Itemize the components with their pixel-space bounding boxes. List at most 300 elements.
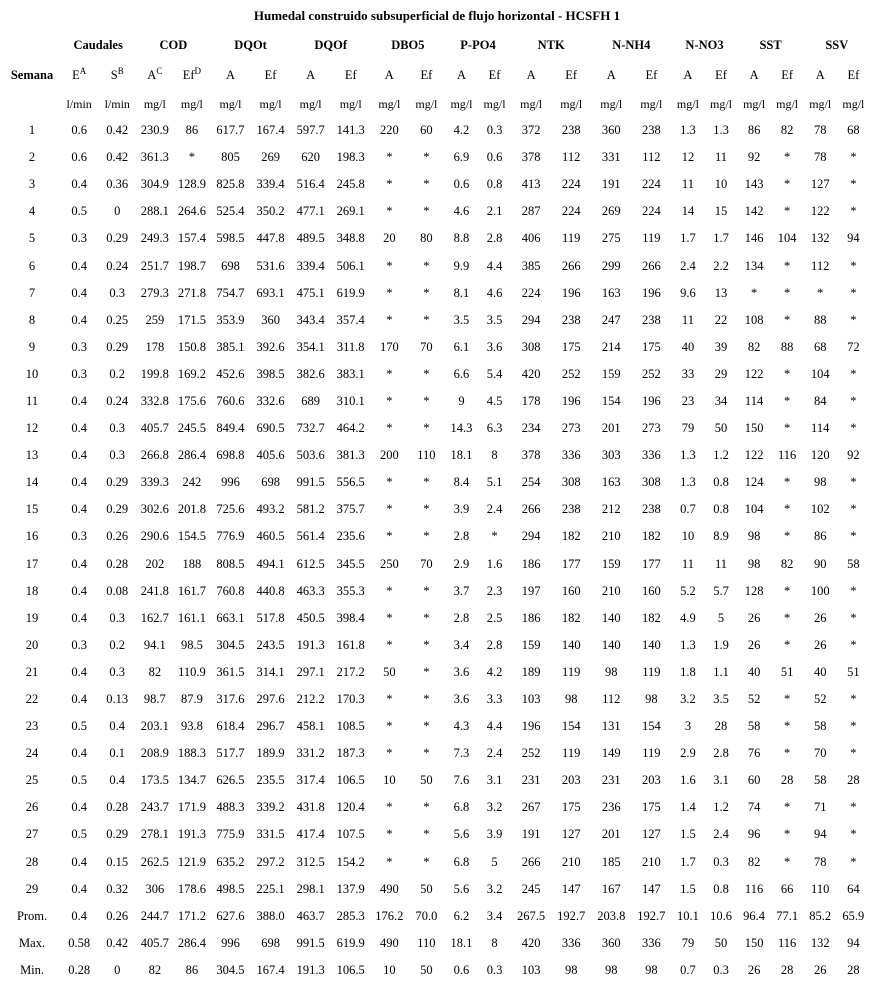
value-cell: 825.8: [216, 177, 245, 192]
value-cell: *: [784, 285, 791, 300]
value-cell: 128: [744, 583, 764, 598]
subheader-text: Ef: [488, 67, 501, 82]
value-cell: 618.4: [216, 719, 245, 734]
subheader-text: E: [72, 67, 80, 82]
value-cell: 0.4: [71, 448, 87, 463]
table-row: [4, 280, 870, 307]
value-cell: 10: [383, 773, 396, 788]
unit-cell: mg/l: [776, 96, 799, 111]
value-cell: 50: [714, 421, 728, 436]
value-cell: 210: [641, 854, 661, 869]
value-cell: 1.2: [713, 448, 729, 463]
value-cell: 1.3: [713, 123, 729, 138]
value-cell: 355.3: [336, 583, 365, 598]
value-cell: 266: [641, 258, 661, 273]
value-cell: 0.08: [106, 583, 129, 598]
value-cell: *: [386, 475, 393, 490]
value-cell: 463.3: [296, 583, 325, 598]
value-cell: 50: [420, 773, 433, 788]
table-row: [4, 117, 870, 144]
unit-cell: mg/l: [560, 96, 583, 111]
value-cell: 250: [379, 556, 399, 571]
value-cell: 26: [747, 610, 761, 625]
value-cell: 3.1: [713, 773, 729, 788]
column-subheader: [371, 59, 408, 91]
value-cell: 0.6: [71, 123, 87, 138]
value-cell: 160: [561, 583, 581, 598]
value-cell: 29: [714, 366, 728, 381]
value-cell: *: [850, 204, 857, 219]
value-cell: 7.6: [453, 773, 470, 788]
subheader-text: Ef: [847, 67, 860, 82]
value-cell: 122: [744, 448, 764, 463]
value-cell: 201.8: [177, 502, 206, 517]
value-cell: 490: [379, 935, 399, 950]
value-cell: 26: [747, 637, 761, 652]
table-row: [4, 686, 870, 713]
value-cell: *: [423, 610, 430, 625]
value-cell: 169.2: [177, 366, 206, 381]
value-cell: 262.5: [140, 854, 169, 869]
week-cell: 1: [28, 123, 36, 138]
value-cell: 698: [221, 258, 240, 273]
value-cell: 26: [813, 610, 827, 625]
value-cell: 98: [564, 962, 578, 977]
value-cell: 0.4: [71, 393, 87, 408]
value-cell: 52: [813, 692, 827, 707]
value-cell: 50: [383, 664, 396, 679]
value-cell: 176.2: [375, 908, 404, 923]
value-cell: 398.5: [256, 366, 285, 381]
value-cell: 5.6: [453, 881, 470, 896]
value-cell: 310.1: [336, 393, 365, 408]
value-cell: 5: [717, 610, 725, 625]
value-cell: 0.4: [109, 773, 126, 788]
value-cell: 98: [645, 962, 658, 977]
value-cell: 90: [813, 556, 827, 571]
value-cell: 808.5: [216, 556, 245, 571]
unit-cell: mg/l: [520, 96, 543, 111]
value-cell: *: [784, 502, 791, 517]
value-cell: 0.3: [109, 610, 126, 625]
value-cell: 336: [561, 935, 581, 950]
value-cell: 285.3: [336, 908, 365, 923]
value-cell: *: [784, 529, 791, 544]
value-cell: 477.1: [296, 204, 325, 219]
group-header: SST: [759, 38, 782, 52]
value-cell: 72: [847, 339, 860, 354]
value-cell: 159: [521, 637, 541, 652]
table-row: [4, 334, 870, 361]
value-cell: 3.2: [680, 692, 696, 707]
unit-cell: mg/l: [450, 96, 473, 111]
value-cell: 51: [780, 664, 794, 679]
value-cell: 6.8: [453, 800, 470, 815]
table-row: [4, 225, 870, 252]
week-cell: 20: [25, 637, 39, 652]
value-cell: 506.1: [336, 258, 365, 273]
value-cell: 382.6: [296, 366, 325, 381]
value-cell: 82: [780, 123, 794, 138]
value-cell: 98: [605, 664, 618, 679]
value-cell: 0.7: [680, 962, 696, 977]
value-cell: 331.5: [256, 827, 285, 842]
column-subheader: [551, 59, 591, 91]
value-cell: 122: [744, 366, 764, 381]
value-cell: *: [386, 421, 393, 436]
value-cell: 556.5: [336, 475, 365, 490]
value-cell: 94: [847, 935, 860, 950]
table-row: [4, 469, 870, 496]
value-cell: 39: [714, 339, 728, 354]
value-cell: 107.5: [336, 827, 365, 842]
value-cell: 308: [641, 475, 661, 490]
value-cell: 760.6: [216, 393, 245, 408]
week-cell: 13: [25, 448, 39, 463]
value-cell: 70: [420, 556, 433, 571]
value-cell: 0.5: [71, 773, 87, 788]
value-cell: *: [850, 529, 857, 544]
value-cell: 170.3: [336, 692, 365, 707]
value-cell: 186: [521, 556, 541, 571]
value-cell: 2.9: [680, 746, 696, 761]
subheader-text: A: [683, 67, 693, 82]
value-cell: 297.2: [256, 854, 285, 869]
value-cell: 106.5: [336, 773, 365, 788]
value-cell: 5.1: [486, 475, 503, 490]
value-cell: 0.24: [106, 258, 129, 273]
value-cell: 517.7: [216, 746, 245, 761]
value-cell: 70.0: [415, 908, 438, 923]
week-cell: 17: [25, 556, 39, 571]
value-cell: 127: [561, 827, 581, 842]
value-cell: 82: [148, 962, 162, 977]
value-cell: 177: [641, 556, 661, 571]
value-cell: 339.4: [296, 258, 325, 273]
value-cell: 2.4: [713, 827, 729, 842]
subheader-text: A: [815, 67, 825, 82]
value-cell: 98: [645, 692, 658, 707]
value-cell: 1.5: [680, 881, 696, 896]
value-cell: 203: [561, 773, 581, 788]
value-cell: 311.8: [336, 339, 365, 354]
value-cell: 1.6: [680, 773, 696, 788]
value-cell: 71: [813, 800, 827, 815]
value-cell: 375.7: [336, 502, 365, 517]
value-cell: 392.6: [256, 339, 285, 354]
value-cell: 0.4: [71, 881, 87, 896]
value-cell: *: [386, 827, 393, 842]
value-cell: 775.9: [216, 827, 245, 842]
value-cell: *: [784, 312, 791, 327]
value-cell: 11: [714, 150, 728, 165]
value-cell: 175: [561, 339, 581, 354]
value-cell: 991.5: [296, 475, 325, 490]
value-cell: 1.4: [680, 800, 696, 815]
value-cell: 252: [641, 366, 661, 381]
value-cell: 161.7: [177, 583, 206, 598]
value-cell: 74: [747, 800, 761, 815]
value-cell: 88: [780, 339, 794, 354]
value-cell: 4.2: [453, 123, 470, 138]
value-cell: 96.4: [743, 908, 766, 923]
value-cell: 7.3: [453, 746, 470, 761]
value-cell: 754.7: [216, 285, 245, 300]
value-cell: *: [850, 285, 857, 300]
value-cell: *: [784, 366, 791, 381]
value-cell: 339.2: [256, 800, 285, 815]
unit-cell: mg/l: [143, 96, 166, 111]
value-cell: 157.4: [177, 231, 206, 246]
week-cell: 9: [28, 339, 36, 354]
value-cell: *: [423, 285, 430, 300]
value-cell: 3.5: [713, 692, 729, 707]
value-cell: 331: [601, 150, 621, 165]
value-cell: 626.5: [216, 773, 245, 788]
value-cell: 196: [561, 285, 581, 300]
value-cell: 119: [562, 664, 581, 679]
value-cell: 0.26: [106, 908, 129, 923]
unit-cell: l/min: [66, 96, 92, 111]
value-cell: 0.29: [106, 339, 129, 354]
value-cell: 51: [847, 664, 860, 679]
value-cell: 28: [780, 962, 794, 977]
value-cell: 150: [744, 421, 764, 436]
value-cell: 0.6: [71, 150, 87, 165]
value-cell: 241.8: [140, 583, 169, 598]
value-cell: 134.7: [177, 773, 206, 788]
value-cell: 88: [813, 312, 827, 327]
value-cell: 5.2: [680, 583, 696, 598]
value-cell: 1.5: [680, 827, 696, 842]
value-cell: 6.6: [453, 366, 470, 381]
value-cell: 244.7: [140, 908, 169, 923]
value-cell: 336: [641, 448, 661, 463]
value-cell: 58: [813, 773, 827, 788]
value-cell: 210: [561, 854, 581, 869]
value-cell: 234: [521, 421, 541, 436]
value-cell: 0.2: [109, 366, 126, 381]
value-cell: 805: [221, 150, 240, 165]
unit-cell: mg/l: [600, 96, 623, 111]
value-cell: 1.3: [680, 123, 696, 138]
value-cell: 3.4: [486, 908, 503, 923]
value-cell: 304.5: [216, 637, 245, 652]
value-cell: 996: [221, 935, 240, 950]
value-cell: 0.3: [486, 123, 503, 138]
value-cell: *: [423, 150, 430, 165]
value-cell: 140: [601, 637, 621, 652]
value-cell: 760.8: [216, 583, 245, 598]
value-cell: 50: [420, 881, 433, 896]
value-cell: 50: [714, 935, 728, 950]
table-row: [4, 252, 870, 279]
value-cell: 15: [714, 204, 728, 219]
value-cell: 178.6: [177, 881, 206, 896]
value-cell: 0.25: [106, 312, 129, 327]
value-cell: 278.1: [140, 827, 169, 842]
value-cell: 4.6: [486, 285, 503, 300]
value-cell: 224: [521, 285, 541, 300]
value-cell: 98: [605, 962, 618, 977]
value-cell: 238: [641, 312, 661, 327]
week-cell: 26: [25, 800, 39, 815]
value-cell: 296.7: [256, 719, 285, 734]
value-cell: 5.6: [453, 827, 470, 842]
value-cell: 0.3: [71, 637, 87, 652]
table-row: [4, 551, 870, 578]
value-cell: 112: [642, 150, 661, 165]
value-cell: 991.5: [296, 935, 325, 950]
value-cell: *: [784, 827, 791, 842]
value-cell: 0.24: [106, 393, 129, 408]
value-cell: 302.6: [140, 502, 169, 517]
group-header-row: [4, 32, 870, 59]
value-cell: 114: [744, 393, 764, 408]
value-cell: 0.3: [109, 664, 126, 679]
column-subheader: [210, 59, 250, 91]
value-cell: 378: [521, 150, 541, 165]
value-cell: 238: [561, 502, 581, 517]
value-cell: 134: [744, 258, 764, 273]
value-cell: *: [784, 746, 791, 761]
column-subheader: [136, 59, 173, 91]
value-cell: 175.6: [177, 393, 206, 408]
value-cell: *: [423, 393, 430, 408]
value-cell: *: [784, 692, 791, 707]
value-cell: 273: [561, 421, 581, 436]
data-table: [4, 32, 870, 984]
value-cell: 197: [521, 583, 541, 598]
value-cell: 214: [601, 339, 621, 354]
value-cell: 243.5: [256, 637, 285, 652]
value-cell: 450.5: [296, 610, 325, 625]
value-cell: 417.4: [296, 827, 325, 842]
week-cell: 12: [25, 421, 39, 436]
value-cell: 3.5: [453, 312, 470, 327]
value-cell: 9: [458, 393, 465, 408]
table-row: [4, 361, 870, 388]
value-cell: 202: [145, 556, 165, 571]
value-cell: *: [386, 177, 393, 192]
value-cell: 79: [681, 935, 695, 950]
value-cell: 725.6: [216, 502, 245, 517]
value-cell: 80: [420, 231, 433, 246]
group-header: NTK: [537, 38, 565, 52]
value-cell: *: [784, 800, 791, 815]
unit-cell: mg/l: [219, 96, 242, 111]
value-cell: 140: [641, 637, 661, 652]
column-subheader: [98, 59, 136, 91]
value-cell: 189.9: [256, 746, 285, 761]
value-cell: 372: [521, 123, 541, 138]
value-cell: 475.1: [296, 285, 325, 300]
value-cell: 353.9: [216, 312, 245, 327]
value-cell: *: [850, 719, 857, 734]
value-cell: 460.5: [256, 529, 285, 544]
value-cell: 196: [521, 719, 541, 734]
value-cell: *: [817, 285, 824, 300]
value-cell: *: [386, 258, 393, 273]
value-cell: 259: [145, 312, 165, 327]
value-cell: 112: [602, 692, 621, 707]
value-cell: 0.3: [486, 962, 503, 977]
value-cell: 4.3: [453, 719, 470, 734]
value-cell: 0.8: [713, 502, 729, 517]
value-cell: 405.7: [140, 935, 169, 950]
value-cell: 110: [417, 935, 436, 950]
value-cell: *: [784, 393, 791, 408]
value-cell: 40: [747, 664, 761, 679]
value-cell: *: [423, 421, 430, 436]
value-cell: 279.3: [140, 285, 169, 300]
value-cell: *: [850, 393, 857, 408]
value-cell: 1.1: [713, 664, 729, 679]
value-cell: 66: [780, 881, 794, 896]
group-header: N-NH4: [612, 38, 651, 52]
value-cell: *: [750, 285, 758, 300]
value-cell: 243.7: [140, 800, 169, 815]
value-cell: 336: [641, 935, 661, 950]
value-cell: 242: [182, 475, 202, 490]
value-cell: 693.1: [256, 285, 285, 300]
column-subheader: [408, 59, 445, 91]
value-cell: 127: [641, 827, 661, 842]
value-cell: 297.6: [256, 692, 285, 707]
value-cell: 87.9: [180, 692, 203, 707]
table-row: [4, 821, 870, 848]
value-cell: 304.5: [216, 962, 245, 977]
column-subheader: [837, 59, 870, 91]
value-cell: *: [386, 719, 393, 734]
value-cell: *: [423, 719, 430, 734]
value-cell: 12: [681, 150, 695, 165]
value-cell: 1.7: [680, 854, 696, 869]
value-cell: *: [850, 502, 857, 517]
value-cell: 171.2: [177, 908, 206, 923]
value-cell: 78: [813, 854, 827, 869]
value-cell: 2.1: [486, 204, 503, 219]
week-cell: 24: [25, 746, 39, 761]
subheader-text: Ef: [182, 67, 195, 82]
value-cell: *: [850, 421, 857, 436]
unit-cell: mg/l: [710, 96, 733, 111]
value-cell: 212: [601, 502, 621, 517]
value-cell: *: [423, 746, 430, 761]
value-cell: *: [784, 583, 791, 598]
value-cell: 58: [813, 719, 827, 734]
group-header: DQOt: [234, 38, 267, 52]
value-cell: 119: [642, 746, 661, 761]
subheader-text: S: [110, 67, 118, 82]
value-cell: 137.9: [336, 881, 365, 896]
table-row: [4, 903, 870, 930]
value-cell: 286.4: [177, 935, 206, 950]
value-cell: 163: [601, 475, 621, 490]
value-cell: *: [850, 827, 857, 842]
value-cell: 132: [810, 231, 830, 246]
value-cell: 70: [420, 339, 433, 354]
value-cell: 11: [681, 177, 694, 192]
table-row: [4, 632, 870, 659]
value-cell: 238: [561, 123, 581, 138]
value-cell: 314.1: [256, 664, 285, 679]
value-cell: 0.29: [106, 502, 129, 517]
value-cell: 385: [521, 258, 541, 273]
value-cell: 108: [744, 312, 764, 327]
value-cell: 8.1: [453, 285, 470, 300]
value-cell: 116: [777, 935, 797, 950]
